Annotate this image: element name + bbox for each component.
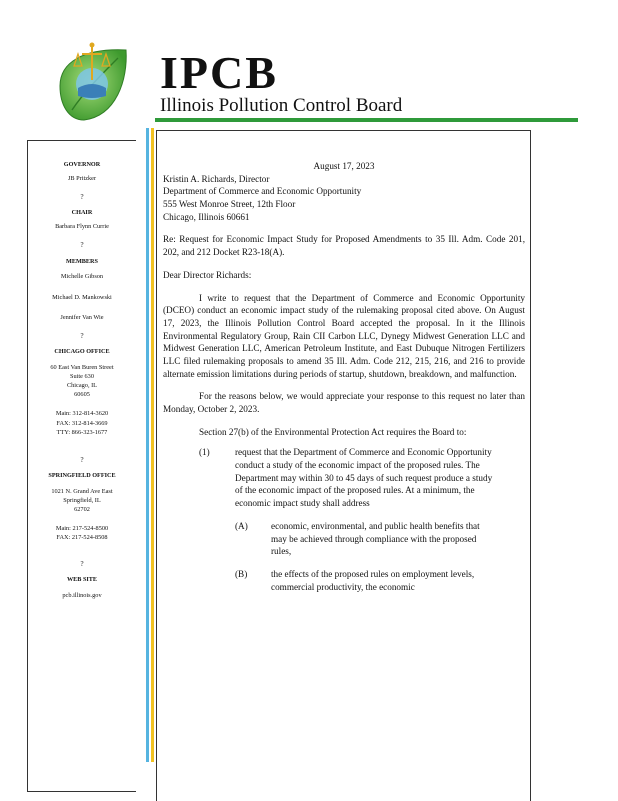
- chair-title: CHAIR: [71, 209, 93, 217]
- phone-number: 866-323-1677: [71, 428, 108, 436]
- phone-line: [28, 533, 136, 542]
- salutation: Dear Director Richards:: [163, 269, 252, 280]
- list-text: the effects of the proposed rules on employment levels, commercial productivity, the economic: [271, 568, 475, 592]
- address-line: Suite 630: [70, 373, 94, 381]
- body-paragraph: I write to request that the Department of Commerce and Economic Opportunity (DCEO) conduct an economic impact study of the rulemaking proposal cited above. On August 17, 2023, the Illinois Pollution Control Board accepted the proposal. In it the Illinois Environmental Regulatory Group, Rain CII Carbon LLC, Dynegy Midwest Generation LLC and Midwest Generation LLC, American Petroleum Institute, and East Dubuque Nitrogen Fertilizers LLC filed rulemaking proposals to amend 35 Ill. Adm. Code 212, 215, 216, and 216 to provide alternate emission limitations during periods of startup, shutdown, breakdown, and malfunction.: [163, 292, 525, 379]
- brand-subtitle: Illinois Pollution Control Board: [160, 95, 403, 116]
- address-line: 60 East Van Buren Street: [50, 363, 114, 371]
- phone-line: [28, 524, 136, 533]
- address-line: Springfield, IL: [63, 497, 101, 505]
- member-name: Michelle Gibson: [60, 273, 104, 281]
- address-line: 62702: [74, 506, 90, 514]
- phone-label: FAX:: [56, 534, 71, 542]
- address-line: 60605: [74, 391, 90, 399]
- yellow-divider: [151, 128, 154, 762]
- governor-title: GOVERNOR: [63, 161, 101, 168]
- member-name: Michael D. Mankowski: [52, 293, 112, 301]
- phone-number: 312-814-3669: [71, 419, 108, 427]
- body-paragraph: Section 27(b) of the Environmental Protection Act requires the Board to:: [199, 426, 467, 437]
- list-number: (B): [235, 568, 248, 579]
- recipient-line: 555 West Monroe Street, 12th Floor: [163, 199, 296, 210]
- header-rule: [155, 118, 578, 122]
- springfield-office-title: SPRINGFIELD OFFICE: [48, 472, 116, 479]
- phone-label: Main:: [55, 525, 71, 533]
- brand-name: IPCB: [160, 47, 278, 98]
- member-name: Jennifer Van Wie: [60, 313, 104, 321]
- subject-line: Re: Request for Economic Impact Study for Proposed Amendments to 35 Ill. Adm. Code 201, 202, and 212 Docket R23-18(A).: [163, 234, 525, 258]
- list-number: (A): [235, 520, 248, 531]
- letter-body: [163, 160, 525, 593]
- phone-number: 312-814-3620: [72, 410, 109, 418]
- recipient-line: Kristin A. Richards, Director: [163, 173, 270, 184]
- letter-date: August 17, 2023: [313, 161, 375, 171]
- recipient-line: Chicago, Illinois 60661: [163, 211, 250, 222]
- chair-name: Barbara Flynn Currie: [55, 223, 109, 231]
- list-item: [199, 446, 525, 509]
- list-text: request that the Department of Commerce and Economic Opportunity conduct a study of the economic impact of the proposed rules. The Department may within 30 to 45 days of such request produce a study of the economic impact of the proposed rules. At a minimum, the economic impact study shall address: [235, 447, 493, 509]
- separator: ?: [80, 331, 84, 340]
- address-line: Chicago, IL: [66, 382, 98, 390]
- list-text: economic, environmental, and public health benefits that may be achieved through compliance with the proposed rules,: [271, 520, 480, 557]
- body-paragraph: For the reasons below, we would appreciate your response to this request no later than Monday, October 2, 2023.: [163, 391, 525, 414]
- list-item: [235, 520, 525, 558]
- list-item: [235, 568, 525, 593]
- blue-divider: [146, 128, 149, 762]
- sidebar: [27, 140, 136, 792]
- phone-line: [28, 409, 136, 418]
- phone-label: TTY:: [56, 428, 71, 436]
- list-number: (1): [199, 447, 210, 458]
- members-title: MEMBERS: [66, 257, 98, 265]
- separator: ?: [80, 559, 84, 568]
- chicago-office-title: CHICAGO OFFICE: [54, 348, 110, 355]
- phone-number: 217-524-8508: [71, 534, 108, 542]
- phone-label: FAX:: [56, 419, 71, 427]
- website-link[interactable]: pcb.illinois.gov: [62, 591, 102, 599]
- phone-line: [28, 419, 136, 428]
- governor-name: JB Pritzker: [67, 174, 97, 182]
- website-title: WEB SITE: [66, 575, 98, 583]
- separator: ?: [80, 241, 84, 250]
- separator: ?: [80, 193, 84, 202]
- ipcb-logo: [54, 40, 134, 124]
- phone-line: [28, 428, 136, 437]
- separator: ?: [80, 455, 84, 464]
- phone-label: Main:: [55, 410, 71, 418]
- phone-number: 217-524-8500: [72, 525, 109, 533]
- recipient-line: Department of Commerce and Economic Opportunity: [163, 186, 362, 197]
- address-line: 1021 N. Grand Ave East: [51, 487, 113, 495]
